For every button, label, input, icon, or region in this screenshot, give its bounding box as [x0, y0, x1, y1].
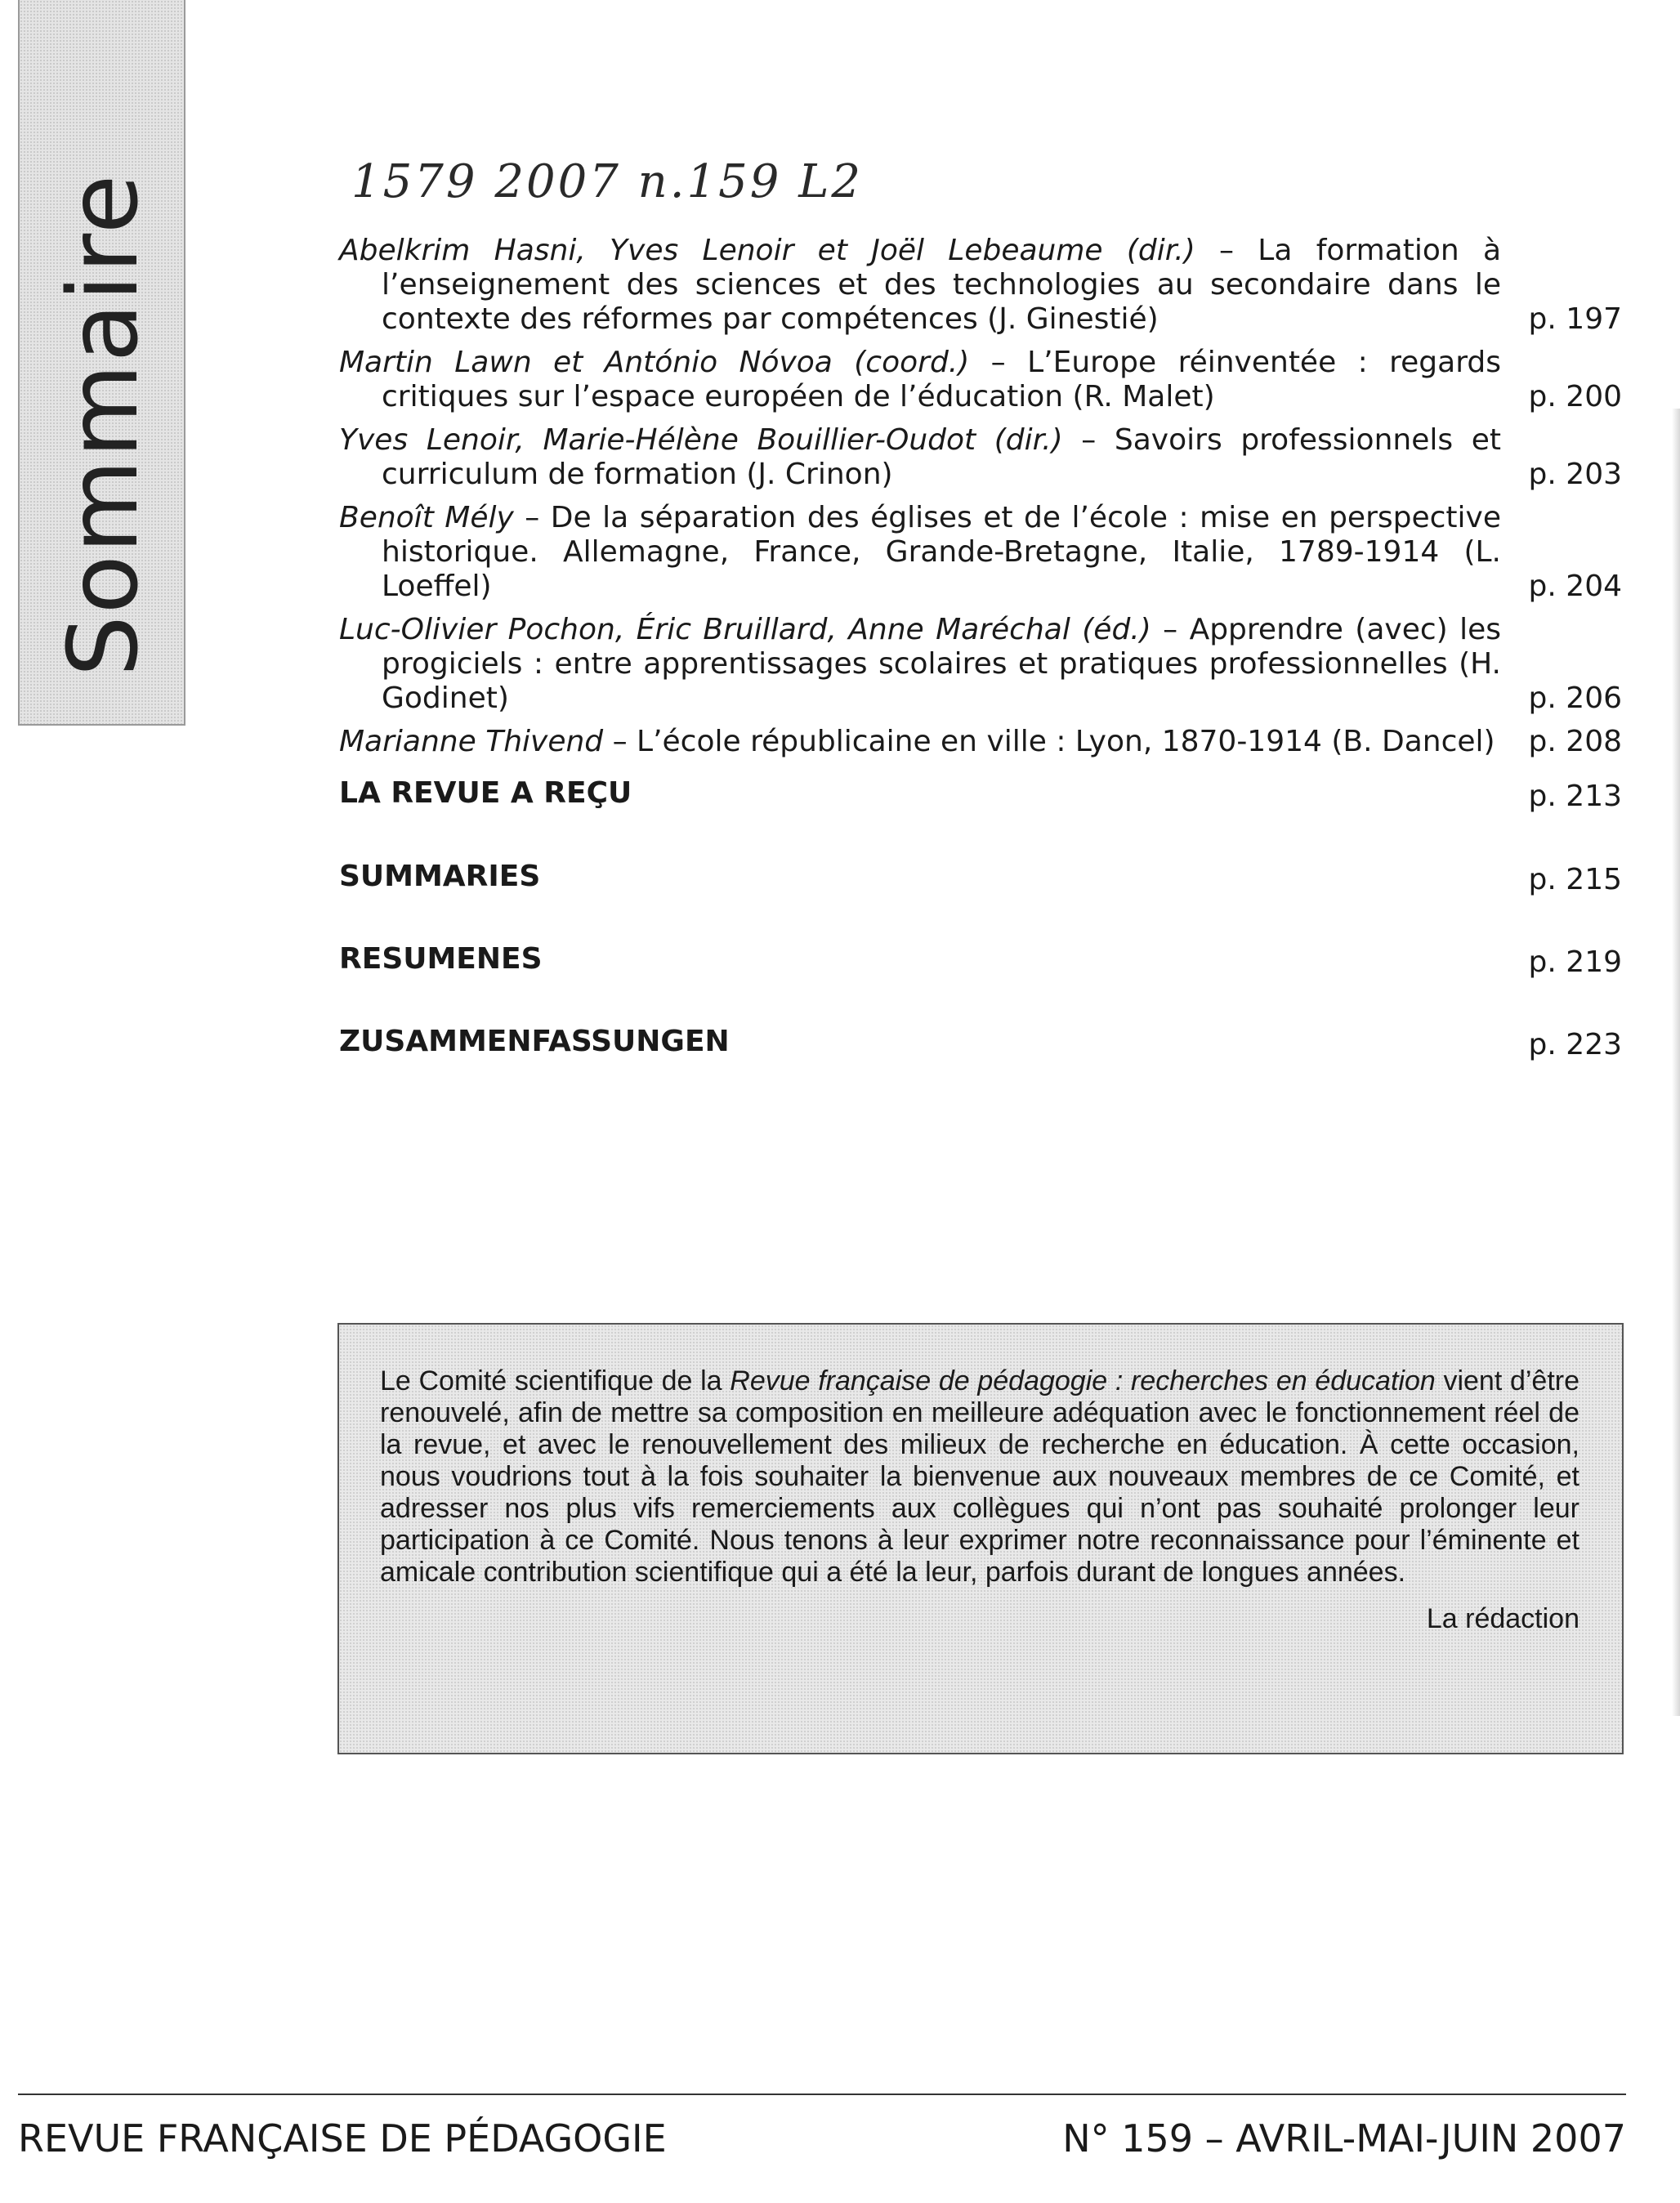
entry-page: p. 208: [1528, 725, 1622, 758]
section-page: p. 223: [1528, 1028, 1622, 1061]
sidebar-title: Sommaire: [47, 172, 159, 677]
footer-journal: REVUE FRANÇAISE DE PÉDAGOGIE: [18, 2116, 667, 2161]
section-page: p. 219: [1528, 945, 1622, 979]
entry-title: – Apprendre (avec) les progiciels : entre apprentissages scolaires et pratiques professionnelles (H. Godinet): [382, 613, 1501, 715]
entry-authors: Martin Lawn et António Nóvoa (coord.): [339, 346, 970, 379]
entry-page: p. 203: [1528, 458, 1622, 491]
entry-authors: Abelkrim Hasni, Yves Lenoir et Joël Lebeaume (dir.): [339, 234, 1195, 267]
entry-page: p. 206: [1528, 681, 1622, 715]
toc-entry: [339, 346, 1622, 414]
table-of-contents: [339, 234, 1622, 759]
notice-body: vient d’être renouvelé, afin de mettre sa composition en meilleure adéquation avec le fonctionnement réel de la revue, et avec le renouvellement des milieux de recherche en éducation. À cette occasion, nous voudrions tout à la fois souhaiter la bienvenue aux nouveaux membres de ce Comité, et adresser nos plus vifs remerciements aux collègues qui n’ont pas souhaité prolonger leur participation à ce Comité. Nous tenons à leur exprimer notre reconnaissance pour l’éminente et amicale contribution scientifique qui a été la leur, parfois durant de longues années.: [380, 1365, 1579, 1588]
footer-divider: [18, 2094, 1626, 2095]
entry-title: – De la séparation des églises et de l’école : mise en perspective historique. Allemagne, France, Grande-Bretagne, Italie, 1789-1914 (L. Loeffel): [382, 501, 1501, 603]
section-label: RESUMENES: [339, 942, 543, 976]
section-label: SUMMARIES: [339, 860, 541, 893]
entry-page: p. 200: [1528, 380, 1622, 413]
notice-box: [337, 1323, 1624, 1754]
toc-entry: [339, 423, 1622, 492]
entry-authors: Yves Lenoir, Marie-Hélène Bouillier-Oudot (dir.): [339, 423, 1063, 457]
section-row: [339, 942, 1622, 979]
entry-authors: Benoît Mély: [339, 501, 514, 534]
section-page: p. 215: [1528, 863, 1622, 896]
toc-entry: [339, 501, 1622, 604]
toc-entry: [339, 234, 1622, 337]
entry-title: – Savoirs professionnels et curriculum de formation (J. Crinon): [382, 423, 1501, 491]
notice-lead: Le Comité scientifique de la: [380, 1365, 731, 1396]
entry-title: – L’école républicaine en ville : Lyon, 1870-1914 (B. Dancel): [603, 725, 1495, 758]
section-page: p. 213: [1528, 780, 1622, 813]
sidebar-panel: [18, 0, 185, 726]
entry-page: p. 204: [1528, 570, 1622, 603]
entry-authors: Marianne Thivend: [339, 725, 604, 758]
section-row: [339, 776, 1622, 811]
footer-issue: N° 159 – AVRIL-MAI-JUIN 2007: [1062, 2116, 1626, 2161]
section-row: [339, 860, 1622, 894]
scan-edge-shadow: [1672, 409, 1680, 1716]
section-row: [339, 1025, 1622, 1059]
toc-entry: [339, 725, 1622, 759]
notice-text: [380, 1365, 1579, 1589]
toc-entry: [339, 613, 1622, 716]
handwritten-note: 1579 2007 n.159 L2: [351, 155, 864, 208]
notice-signature: La rédaction: [1426, 1603, 1579, 1634]
section-label: ZUSAMMENFASSUNGEN: [339, 1025, 730, 1058]
entry-title: – L’Europe réinventée : regards critiques sur l’espace européen de l’éducation (R. Malet): [382, 346, 1501, 413]
entry-authors: Luc-Olivier Pochon, Éric Bruillard, Anne Maréchal (éd.): [339, 613, 1151, 646]
notice-journal: Revue française de pédagogie : recherches en éducation: [730, 1365, 1436, 1396]
entry-title: – La formation à l’enseignement des sciences et des technologies au secondaire dans le contexte des réformes par compétences (J. Ginestié): [382, 234, 1502, 336]
entry-page: p. 197: [1528, 302, 1622, 336]
section-label: LA REVUE A REÇU: [339, 776, 632, 810]
